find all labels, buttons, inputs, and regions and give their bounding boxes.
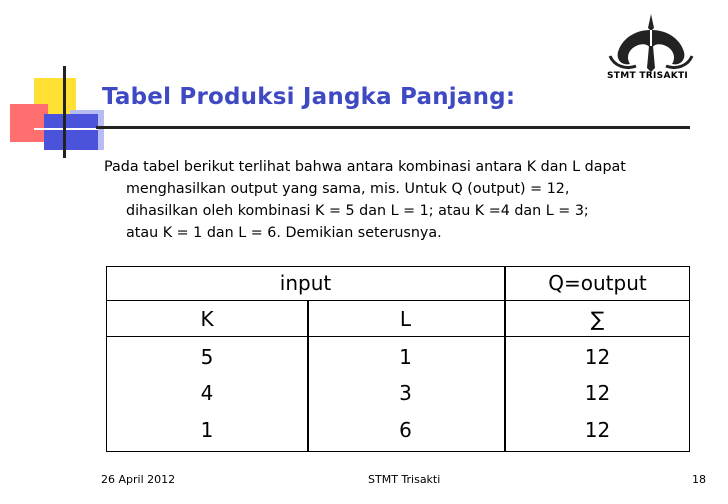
column-header-sum: ∑ xyxy=(590,307,605,331)
slide-title: Tabel Produksi Jangka Panjang: xyxy=(102,84,516,110)
table-cell: 6 xyxy=(399,418,412,442)
table-cell: 1 xyxy=(200,418,214,442)
table-cell: 3 xyxy=(399,381,412,405)
group-header-input: input xyxy=(279,271,332,295)
group-header-output: Q=output xyxy=(548,271,647,295)
paragraph-line: atau K = 1 dan L = 6. Demikian seterusnya. xyxy=(126,225,442,241)
decor-red-square xyxy=(10,104,48,142)
footer-date: 26 April 2012 xyxy=(101,473,176,486)
table-cell: 12 xyxy=(584,381,611,405)
table-cell: 12 xyxy=(584,345,611,369)
table-cell: 4 xyxy=(200,381,214,405)
column-header-k: K xyxy=(200,307,214,331)
footer-institution: STMT Trisakti xyxy=(368,473,441,486)
production-table xyxy=(106,266,690,452)
decor-blue-square xyxy=(44,114,98,150)
table-cell: 5 xyxy=(200,345,214,369)
decor-horizontal-line xyxy=(34,128,98,130)
paragraph-line: dihasilkan oleh kombinasi K = 5 dan L = 1; atau K =4 dan L = 3; xyxy=(126,203,589,219)
paragraph-line: menghasilkan output yang sama, mis. Untuk Q (output) = 12, xyxy=(126,181,570,197)
logo-text: STMT TRISAKTI xyxy=(607,71,689,81)
description-paragraph xyxy=(104,156,708,244)
column-header-l: L xyxy=(399,307,412,331)
table-cell: 12 xyxy=(584,418,611,442)
table-cell: 1 xyxy=(399,345,412,369)
decor-vertical-line xyxy=(63,66,66,158)
paragraph-line: Pada tabel berikut terlihat bahwa antara kombinasi antara K dan L dapat xyxy=(104,159,626,175)
title-underline xyxy=(96,126,690,129)
page-number: 18 xyxy=(692,473,706,486)
